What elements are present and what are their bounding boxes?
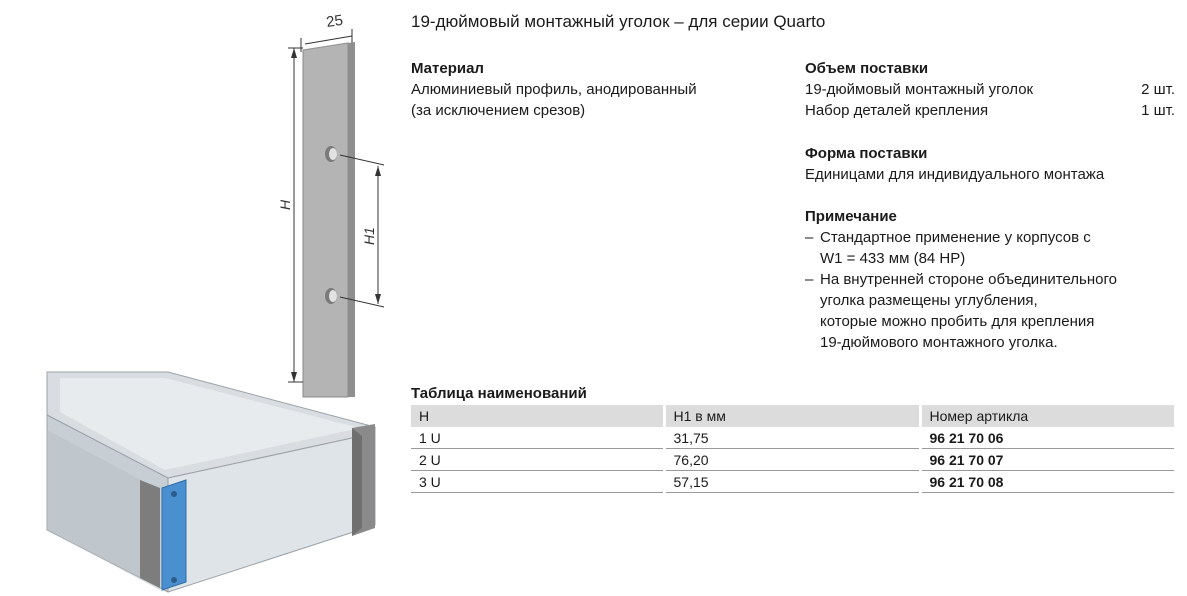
note-line: Стандартное применение у корпусов с — [820, 229, 1091, 246]
form-section — [805, 143, 1175, 185]
note-section — [805, 206, 1175, 353]
supply-item — [805, 100, 1175, 121]
table-row — [411, 427, 1174, 449]
supply-item-qty: 2 шт. — [1141, 81, 1175, 98]
note-dash: – — [805, 271, 814, 288]
note-line: которые можно пробить для крепления — [820, 313, 1095, 330]
mounting-angle-profile — [303, 42, 355, 397]
material-heading: Материал — [411, 60, 484, 77]
product-drawing — [0, 0, 400, 596]
table-row — [411, 471, 1174, 493]
note-item — [805, 227, 1175, 269]
table-title: Таблица наименований — [411, 385, 587, 402]
table-row — [411, 449, 1174, 471]
note-line: уголка размещены углубления, — [820, 292, 1038, 309]
enclosure-illustration — [47, 372, 375, 592]
note-dash: – — [805, 229, 814, 246]
supply-section — [805, 58, 1175, 121]
supply-item-name: 19-дюймовый монтажный уголок — [805, 81, 1034, 98]
form-heading: Форма поставки — [805, 145, 928, 162]
cell-h1: 57,15 — [664, 471, 920, 493]
supply-item-name: Набор деталей крепления — [805, 102, 989, 119]
note-heading: Примечание — [805, 208, 897, 225]
note-item — [805, 269, 1175, 353]
height-dimension — [277, 48, 303, 382]
table-header-row — [411, 405, 1174, 427]
cell-h: 1 U — [411, 427, 664, 449]
cell-article: 96 21 70 07 — [920, 449, 1174, 471]
material-line: Алюминиевый профиль, анодированный — [411, 81, 697, 98]
header-h: H — [411, 405, 664, 427]
note-line: W1 = 433 мм (84 HP) — [820, 250, 966, 267]
form-text: Единицами для индивидуального монтажа — [805, 166, 1105, 183]
header-article: Номер артикла — [920, 405, 1174, 427]
material-section — [411, 58, 761, 121]
cell-article: 96 21 70 06 — [920, 427, 1174, 449]
note-line: На внутренней стороне объединительного — [820, 271, 1117, 288]
dim-h-label: H — [277, 199, 293, 210]
header-h1: H1 в мм — [664, 405, 920, 427]
dim-width-label: 25 — [325, 11, 345, 31]
cell-h1: 31,75 — [664, 427, 920, 449]
supply-item-qty: 1 шт. — [1141, 102, 1175, 119]
note-line: 19-дюймового монтажного уголка. — [820, 334, 1058, 351]
page-title: 19-дюймовый монтажный уголок – для серии Quarto — [411, 12, 826, 31]
supply-item — [805, 79, 1175, 100]
cell-h: 2 U — [411, 449, 664, 471]
dim-h1-label: H1 — [361, 227, 377, 245]
material-line: (за исключением срезов) — [411, 102, 586, 119]
cell-h: 3 U — [411, 471, 664, 493]
supply-heading: Объем поставки — [805, 60, 929, 77]
cell-h1: 76,20 — [664, 449, 920, 471]
designation-table — [411, 405, 1174, 493]
cell-article: 96 21 70 08 — [920, 471, 1174, 493]
